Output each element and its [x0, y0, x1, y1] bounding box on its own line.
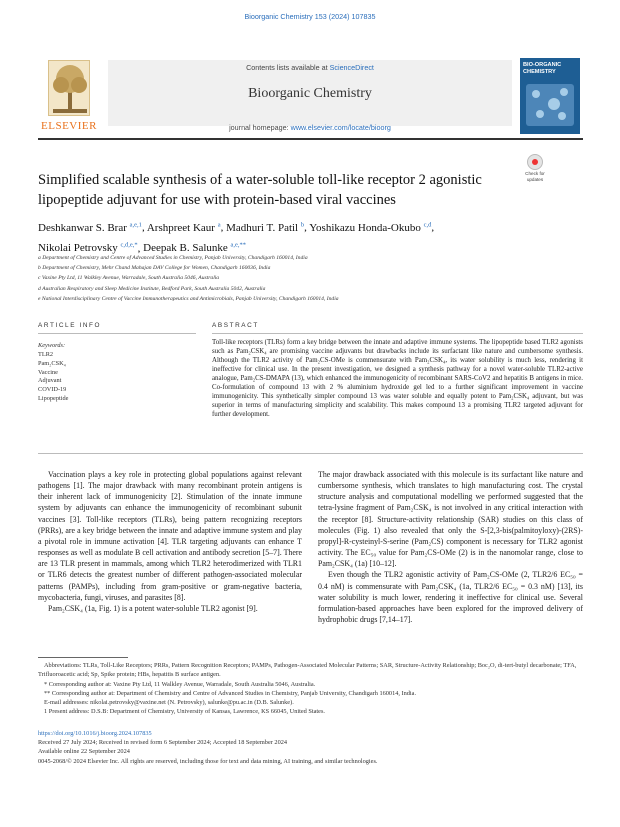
journal-homepage: [108, 123, 512, 132]
affiliation: c Vaxine Pty Ltd, 11 Walkley Avenue, Warradale, South Australia 5046, Australia: [38, 275, 220, 282]
homepage-link[interactable]: www.elsevier.com/locate/bioorg: [290, 123, 391, 132]
abstract-heading: ABSTRACT: [212, 322, 259, 329]
elsevier-wordmark: ELSEVIER: [41, 120, 97, 132]
article-title: Simplified scalable synthesis of a water-soluble toll-like receptor 2 agonistic lipopeptide adjuvant for use with protein-based viral vaccines: [38, 172, 482, 208]
contents-prefix: Contents lists available at: [246, 63, 330, 72]
doi-link[interactable]: https://doi.org/10.1016/j.bioorg.2024.107835: [38, 730, 152, 737]
article-info-heading: ARTICLE INFO: [38, 322, 102, 329]
article-meta: [38, 729, 583, 766]
body-column-right: [318, 469, 583, 625]
footnote-emails: E-mail addresses: nikolai.petrovsky@vaxine.net (N. Petrovsky), salunke@pu.ac.in (D.B. Salunke).: [44, 699, 294, 707]
check-updates-label: Check for updates: [525, 171, 545, 182]
keywords-label: Keywords:: [38, 342, 66, 349]
check-updates-icon: [527, 154, 543, 170]
cover-art-icon: [526, 84, 574, 126]
available-online: Available online 22 September 2024: [38, 748, 130, 756]
author[interactable]: Nikolai Petrovsky $^{c,d,e,*}$: [38, 241, 138, 255]
keyword-list: [38, 351, 68, 404]
keyword: TLR2: [38, 351, 54, 358]
footnote-abbreviations: Abbreviations: TLRs, Toll-Like Receptors; PRRs, Pattern Recognition Receptors; PAMPs, Pathogen-Associated Molecular Patterns; SAR, Structure-Activity Relationship; Boc₂O, di-tert-butyl decarbonate; TFA, Trifluoroacetic acid; Sp, Spike protein; HBs, hepatitis B surface antigen.: [38, 662, 577, 679]
affiliation: b Department of Chemistry, Mehr Chand Mahajan DAV College for Women, Chandigarh 160036, India: [38, 265, 271, 272]
author[interactable]: Yoshikazu Honda-Okubo $^{c,d}$: [309, 221, 432, 234]
keyword: Adjuvant: [38, 377, 62, 385]
affiliation: e National Interdisciplinary Centre of Vaccine Immunotherapeutics and Antimicrobials, Panjab University, Chandigarh 160014, India: [38, 295, 339, 302]
homepage-prefix: journal homepage:: [229, 123, 291, 132]
author-list: Deshkanwar S. Brar $^{a,e,1}$, Arshpreet Kaur $^a$, Madhuri T. Patil $^b$, Yoshikazu Honda-Okubo $^{c,d}$, Nikolai Petrovsky $^{c,d,e,*}$, Deepak B. Salunke $^{a,e,**}$: [38, 221, 435, 255]
footnote-rule: [38, 657, 128, 658]
body-column-left: [38, 469, 302, 614]
elsevier-tree-icon: [48, 60, 90, 116]
abstract-bottom-rule: [38, 453, 583, 454]
sciencedirect-link[interactable]: ScienceDirect: [329, 63, 374, 72]
body-paragraph: The major drawback associated with this molecule is its surfactant like nature and cumbersome synthesis, which translates to high manufacturing cost. The crystal structure analysis and computational modelling we performed suggested that the tetra-lysine fragment of Pam₂CSK₄ is not involved in any critical interaction with the receptor [8]. Structure-activity relationship (SAR) studies on this class of molecules (Fig. 1) also revealed that only the S-[2,3-bis(palmitoyloxy)-(2RS)-propyl]-R-cysteinyl-S-serine (Pam₂CS) component is necessary for TLR2 agonist activity. The EC₅₀ value for Pam₂CS-OMe (2) is in the nanomolar range, close to Pam₂CSK₄ (1a) [10–12].: [318, 470, 583, 569]
body-paragraph: Even though the TLR2 agonistic activity of Pam₂CS-OMe (2, TLR2/6 EC₅₀ = 0.4 nM) is commensurate with Pam₂CSK₄ (1a, TLR2/6 EC₅₀ = 0.3 nM) [13], its water solubility is much lower, rendering it ineffective for clinical use. Several formulation-based approaches have been explored for the improved delivery of hydrophobic drugs [7,14–17].: [318, 570, 583, 625]
received-dates: Received 27 July 2024; Received in revised form 6 September 2024; Accepted 18 September 2024: [38, 739, 288, 747]
footnotes: [38, 661, 583, 717]
author[interactable]: Deepak B. Salunke $^{a,e,**}$: [143, 241, 247, 255]
author[interactable]: Madhuri T. Patil $^b$: [226, 221, 305, 234]
author[interactable]: Deshkanwar S. Brar $^{a,e,1}$: [38, 221, 142, 234]
abstract-text: Toll-like receptors (TLRs) form a key bridge between the innate and adaptive immune systems. The lipopeptide based TLR2 agonists such as Pam₂CSK₄ are promising vaccine adjuvants but drawbacks include its surfactant like nature and cumbersome synthesis. Although the TLR2 activity of Pam₂CS-OMe is commensurate with Pam₂CSK₄, its water solubility is much less, rendering it ineffective for clinical use. In the present investigation, we designed a synthesis pathway for a novel water-soluble TLR2-active analogue, Pam₂CS-DMAPA (13), which enhanced the immunogenicity of recombinant SARS-CoV2 and hepatitis B antigens in mice. Co-formulation of compound 13 with 2 % aluminium hydroxide gel led to a further significant improvement in vaccine immunogenicity. This synthetically simpler compound 13 was water soluble and equally potent to Pam₂CSK₄ adjuvant, but was superior in terms of manufacturing simplicity and scalability. This makes compound 13 a promising TLR2 targeted adjuvant for further development.: [212, 339, 583, 419]
journal-cover[interactable]: [520, 58, 580, 134]
author[interactable]: Arshpreet Kaur $^a$: [146, 221, 221, 234]
abstract-rule: [212, 333, 583, 334]
body-paragraph: Pam₂CSK₄ (1a, Fig. 1) is a potent water-soluble TLR2 agonist [9].: [48, 603, 258, 613]
footnote-corresponding-2: ** Corresponding author at: Department of Chemistry and Centre of Advanced Studies in Chemistry, Panjab University, Chandigarh 160014, India.: [44, 689, 417, 697]
keyword: Pam₂CSK₄: [38, 359, 66, 367]
footnote-present-address: 1 Present address: D.S.B: Department of Chemistry, University of Kansas, Lawrence, KS 66045, United States.: [44, 708, 325, 716]
elsevier-logo: [38, 58, 100, 134]
running-head: Bioorganic Chemistry 153 (2024) 107835: [244, 12, 376, 21]
contents-line: [108, 63, 512, 72]
body-paragraph: Vaccination plays a key role in protecting global populations against relevant pathogens [1]. The major drawback with many recombinant protein antigens is their inherent lack of immunogenicity [2]. Stimulation of the innate immune system by adjuvants can enhance the immunogenicity of recombinant subunit vaccines [3]. Toll-like receptors (TLRs), being pattern recognizing receptors (PRRs), are a key bridge between the innate and adaptive immune system and play a pivotal role in immune activation [4]. TLR targeting adjuvants can enhance T responses as well as modulate B cell activation and antibody secretion [5–7]. There are 13 TLR present in mammals, among which TLR2 heterodimerized with TLR1 or TLR6 detects the greatest number of different pathogen-associated molecular patterns (PAMPs), including from gram-positive or gram-negative bacteria, mycobacteria, fungi, viruses, and parasites [8].: [38, 470, 302, 602]
keyword: Lipopeptide: [38, 394, 69, 402]
affiliation: d Australian Respiratory and Sleep Medicine Institute, Bedford Park, South Australia 5042, Australia: [38, 285, 266, 292]
check-for-updates-badge[interactable]: [522, 154, 548, 184]
keyword: Vaccine: [38, 368, 58, 376]
affiliation: a Department of Chemistry and Centre of Advanced Studies in Chemistry, Panjab University, Chandigarh 160014, India: [38, 255, 308, 261]
cover-title: BIO-ORGANIC CHEMISTRY: [523, 62, 562, 75]
journal-name: Bioorganic Chemistry: [248, 86, 372, 101]
footnote-corresponding-1: * Corresponding author at: Vaxine Pty Ltd, 11 Walkley Avenue, Warradale, South Australia 5046, Australia.: [44, 680, 316, 688]
copyright: 0045-2068/© 2024 Elsevier Inc. All rights are reserved, including those for text and data mining, AI training, and similar technologies.: [38, 757, 378, 765]
header-rule: [38, 138, 583, 140]
article-info-rule: [38, 333, 196, 334]
affiliation-list: [38, 253, 583, 304]
keyword: COVID-19: [38, 386, 67, 394]
